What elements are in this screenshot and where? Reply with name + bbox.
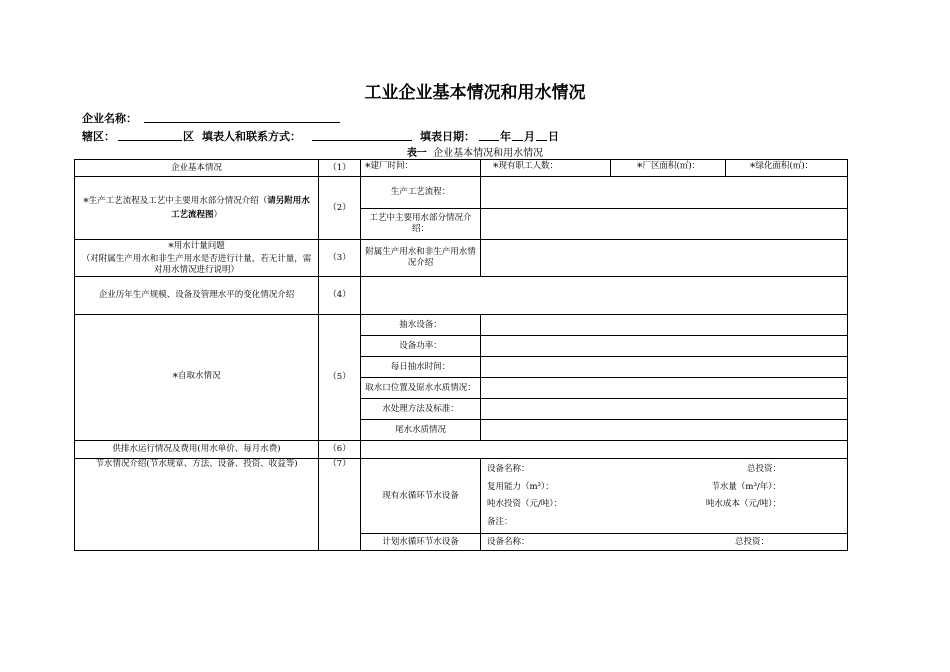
supply-cost-label: 供排水运行情况及费用(用水单价、每月水费) [75,441,319,459]
equipment-power-sublabel: 设备功率： [361,336,481,357]
founding-time-cell[interactable]: *建厂时间： [361,160,481,177]
filler-contact-field[interactable] [312,140,412,141]
filler-contact-label: 填表人和联系方式： [202,130,301,143]
row-number: （1） [319,160,361,177]
planned-equipment-details[interactable]: 设备名称： 总投资： [481,534,848,551]
process-flow-label: *生产工艺流程及工艺中主要用水部分情况介绍（请另附用水工艺流程图） [75,177,319,240]
daily-pumping-input[interactable] [481,357,848,378]
pump-equipment-sublabel: 抽水设备： [361,315,481,336]
main-water-use-input[interactable] [481,209,848,240]
metering-label: *用水计量问题 （对附属生产用水和非生产用水是否进行计量，若无计量，需对用水情况进行说明） [75,240,319,277]
table-row [75,240,848,277]
row-number: （4） [319,277,361,315]
intake-quality-input[interactable] [481,378,848,399]
process-flow-input[interactable] [481,177,848,209]
equipment-power-input[interactable] [481,336,848,357]
employee-count-cell[interactable]: *现有职工人数： [481,160,611,177]
daily-pumping-sublabel: 每日抽水时间： [361,357,481,378]
info-table [74,159,848,551]
supply-cost-input[interactable] [361,441,848,459]
table-caption [0,144,950,159]
district-field[interactable] [118,140,182,141]
pump-equipment-input[interactable] [481,315,848,336]
row-number: （5） [319,315,361,441]
basic-info-label: 企业基本情况 [75,160,319,177]
process-flow-sublabel: 生产工艺流程： [361,177,481,209]
existing-equipment-details[interactable]: 设备名称： 总投资： 复用能力（m³）： 节水量（m³/年）： 吨水投资（元/吨）： 吨水成本（元/吨）： 备注： [481,459,848,534]
table-row [75,441,848,459]
day-label: 日 [548,130,559,143]
row-number: （3） [319,240,361,277]
month-label: 月 [524,130,535,143]
fill-date-label: 填表日期： [420,130,475,143]
plant-area-cell[interactable]: *厂区面积(㎡)： [611,160,726,177]
row-number: （2） [319,177,361,240]
history-input[interactable] [361,277,848,315]
table-row [75,177,848,209]
district-suffix: 区 [183,130,194,143]
self-water-label: *自取水情况 [75,315,319,441]
water-saving-label: 节水情况介绍(节水规章、方法、设备、投资、收益等) [75,459,319,551]
year-field[interactable] [479,140,499,141]
row-number: （7） [319,459,361,551]
treatment-method-sublabel: 水处理方法及标准： [361,399,481,420]
main-water-use-sublabel: 工艺中主要用水部分情况介绍： [361,209,481,240]
existing-equipment-label: 现有水循环节水设备 [361,459,481,534]
page-title: 工业企业基本情况和用水情况 [364,83,586,103]
month-field[interactable] [512,140,523,141]
auxiliary-water-sublabel: 附属生产用水和非生产用水情况介绍 [361,240,481,277]
auxiliary-water-input[interactable] [481,240,848,277]
green-area-cell[interactable]: *绿化面积(㎡)： [726,160,848,177]
table-row [75,277,848,315]
treatment-method-input[interactable] [481,399,848,420]
company-name-field[interactable] [144,122,340,123]
table-row [75,459,848,534]
district-label: 辖区： [82,130,115,143]
planned-equipment-label: 计划水循环节水设备 [361,534,481,551]
company-name-label: 企业名称： [82,112,137,125]
table-row [75,160,848,177]
table-row [75,315,848,336]
tail-water-sublabel: 尾水水质情况 [361,420,481,441]
year-label: 年 [500,130,511,143]
intake-quality-sublabel: 取水口位置及原水水质情况： [361,378,481,399]
day-field[interactable] [536,140,547,141]
row-number: （6） [319,441,361,459]
caption-text: 企业基本情况和用水情况 [433,148,544,159]
caption-prefix: 表一 [406,148,427,159]
tail-water-input[interactable] [481,420,848,441]
history-label: 企业历年生产规模、设备及管理水平的变化情况介绍 [75,277,319,315]
